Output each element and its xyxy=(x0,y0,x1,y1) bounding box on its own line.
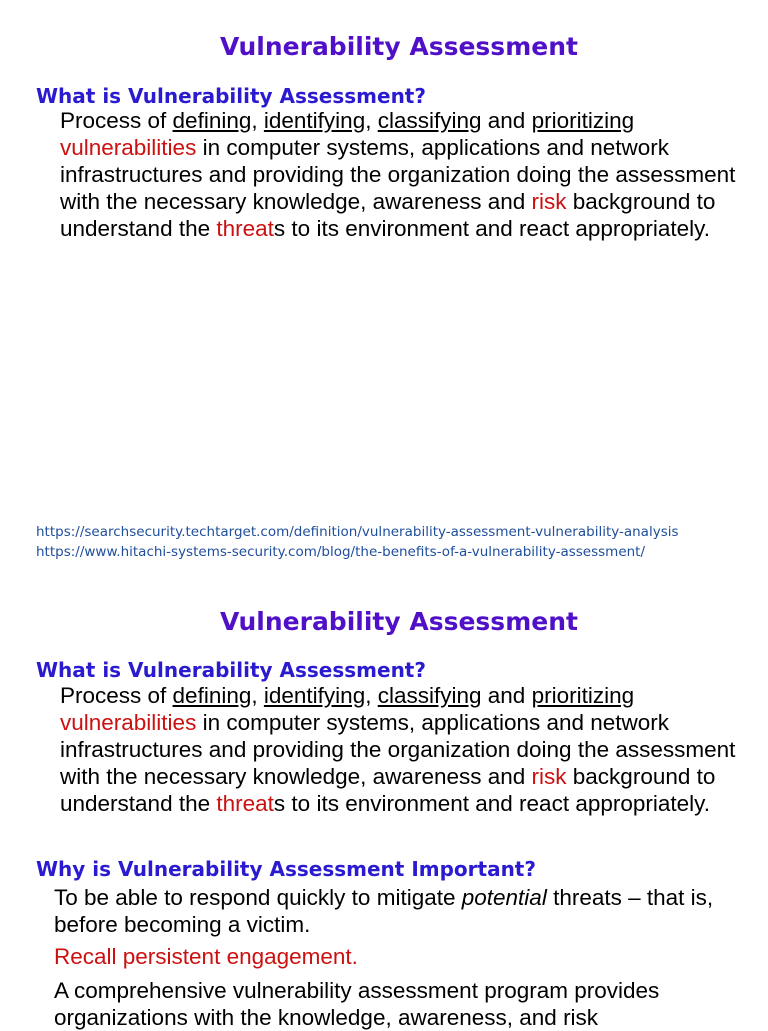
slide2-title: Vulnerability Assessment xyxy=(220,607,578,636)
emphasis-potential: potential xyxy=(461,885,547,910)
text-run: and xyxy=(481,108,532,133)
text-run: threats – that is, before becoming a victim. xyxy=(54,885,714,937)
term-prioritizing: prioritizing xyxy=(531,683,635,708)
term-vulnerabilities: vulnerabilities xyxy=(60,135,197,160)
text-run: To be able to respond quickly to mitigate xyxy=(54,885,462,910)
term-defining: defining xyxy=(172,108,252,133)
slide2-heading-why: Why is Vulnerability Assessment Important? xyxy=(36,857,536,881)
text-run: background to understand the xyxy=(60,764,716,816)
why-paragraph-1 xyxy=(54,884,759,938)
slide1-definition xyxy=(60,107,760,242)
text-run: Process of xyxy=(60,108,173,133)
text-run: s to its environment and react appropriately. xyxy=(273,216,710,241)
text-run: background to understand the xyxy=(60,189,716,241)
term-threat: threat xyxy=(216,791,274,816)
term-defining: defining xyxy=(172,683,252,708)
text-run: , xyxy=(365,108,378,133)
text-run: , xyxy=(251,108,264,133)
text-run: in computer systems, applications and network infrastructures and providing the organization doing the assessment with the necessary knowledge, awareness and xyxy=(60,135,736,214)
term-risk: risk xyxy=(531,764,567,789)
slide1-heading: What is Vulnerability Assessment? xyxy=(36,84,426,108)
term-vulnerabilities: vulnerabilities xyxy=(60,710,197,735)
why-paragraph-3: A comprehensive vulnerability assessment program provides organizations with the knowledge, awareness, and risk xyxy=(54,978,660,1030)
reference-link[interactable]: https://www.hitachi-systems-security.com/blog/the-benefits-of-a-vulnerability-assessment/ xyxy=(36,544,646,560)
term-identifying: identifying xyxy=(263,108,366,133)
term-threat: threat xyxy=(216,216,274,241)
text-run: , xyxy=(251,683,264,708)
slide2-heading: What is Vulnerability Assessment? xyxy=(36,658,426,682)
slide2-definition xyxy=(60,682,760,817)
reference-link[interactable]: https://searchsecurity.techtarget.com/definition/vulnerability-assessment-vulnerability-analysis xyxy=(36,524,679,540)
term-classifying: classifying xyxy=(377,108,482,133)
why-paragraph-2: Recall persistent engagement. xyxy=(54,944,358,969)
term-risk: risk xyxy=(531,189,567,214)
term-identifying: identifying xyxy=(263,683,366,708)
text-run: Process of xyxy=(60,683,173,708)
text-run: in computer systems, applications and network infrastructures and providing the organization doing the assessment with the necessary knowledge, awareness and xyxy=(60,710,736,789)
term-prioritizing: prioritizing xyxy=(531,108,635,133)
text-run: and xyxy=(481,683,532,708)
term-classifying: classifying xyxy=(377,683,482,708)
text-run: s to its environment and react appropriately. xyxy=(273,791,710,816)
reference-links xyxy=(36,522,679,562)
text-run: , xyxy=(365,683,378,708)
slide1-title: Vulnerability Assessment xyxy=(220,32,578,61)
